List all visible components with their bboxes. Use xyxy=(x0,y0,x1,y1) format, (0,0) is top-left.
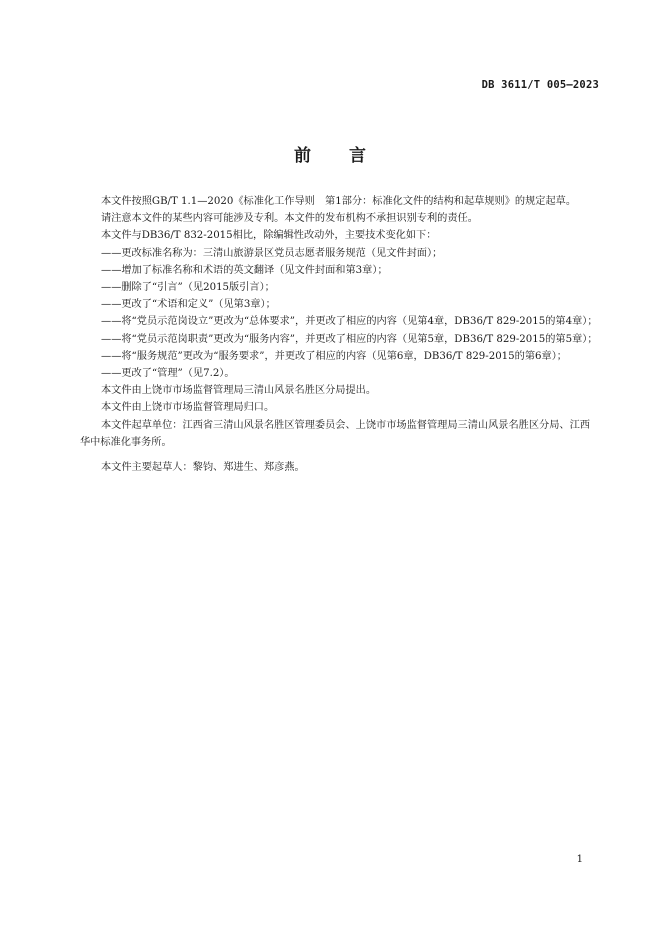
change-item-7: ——将“服务规范”更改为“服务要求”，并更改了相应的内容（见第6章，DB36/T 829-2015的第6章）； xyxy=(101,350,567,362)
paragraph-drafting-units: 本文件起草单位：江西省三清山风景名胜区管理委员会、上饶市市场监督管理局三清山风景名胜区分局、江西华中标准化事务所。 xyxy=(80,419,590,448)
change-item-2: ——增加了标准名称和术语的英文翻译（见文件封面和第3章）； xyxy=(101,264,388,276)
paragraph-patent-notice: 请注意本文件的某些内容可能涉及专利。本文件的发布机构不承担识别专利的责任。 xyxy=(101,213,478,225)
document-code: DB 3611/T 005—2023 xyxy=(481,79,599,91)
paragraph-drafting-basis: 本文件按照GB/T 1.1—2020《标准化工作导则 第1部分：标准化文件的结构和起草规则》的规定起草。 xyxy=(101,196,577,207)
title-part-1: 前 xyxy=(294,146,313,166)
change-item-1: ——更改标准名称为：三清山旅游景区党员志愿者服务规范（见文件封面）； xyxy=(101,247,443,259)
paragraph-centralized-by: 本文件由上饶市市场监督管理局归口。 xyxy=(101,402,275,414)
page-title xyxy=(0,141,662,166)
title-part-2: 言 xyxy=(349,146,368,166)
change-item-6: ——将“党员示范岗职责”更改为“服务内容”，并更改了相应的内容（见第5章，DB36/T 829-2015的第5章）； xyxy=(101,333,598,345)
change-item-8: ——更改了“管理”（见7.2）。 xyxy=(101,368,235,380)
page-number: 1 xyxy=(576,854,583,865)
change-item-5: ——将“党员示范岗设立”更改为“总体要求”，并更改了相应的内容（见第4章，DB36/T 829-2015的第4章）； xyxy=(101,316,598,328)
change-item-4: ——更改了“术语和定义”（见第3章）； xyxy=(101,299,276,311)
foreword-body xyxy=(80,193,600,476)
paragraph-proposer: 本文件由上饶市市场监督管理局三清山风景名胜区分局提出。 xyxy=(101,385,377,397)
change-item-3: ——删除了“引言”（见2015版引言）； xyxy=(101,282,275,294)
paragraph-changes-intro: 本文件与DB36/T 832-2015相比，除编辑性改动外，主要技术变化如下： xyxy=(101,230,437,242)
paragraph-drafters: 本文件主要起草人：黎钧、郑进生、郑彦燕。 xyxy=(101,462,305,474)
